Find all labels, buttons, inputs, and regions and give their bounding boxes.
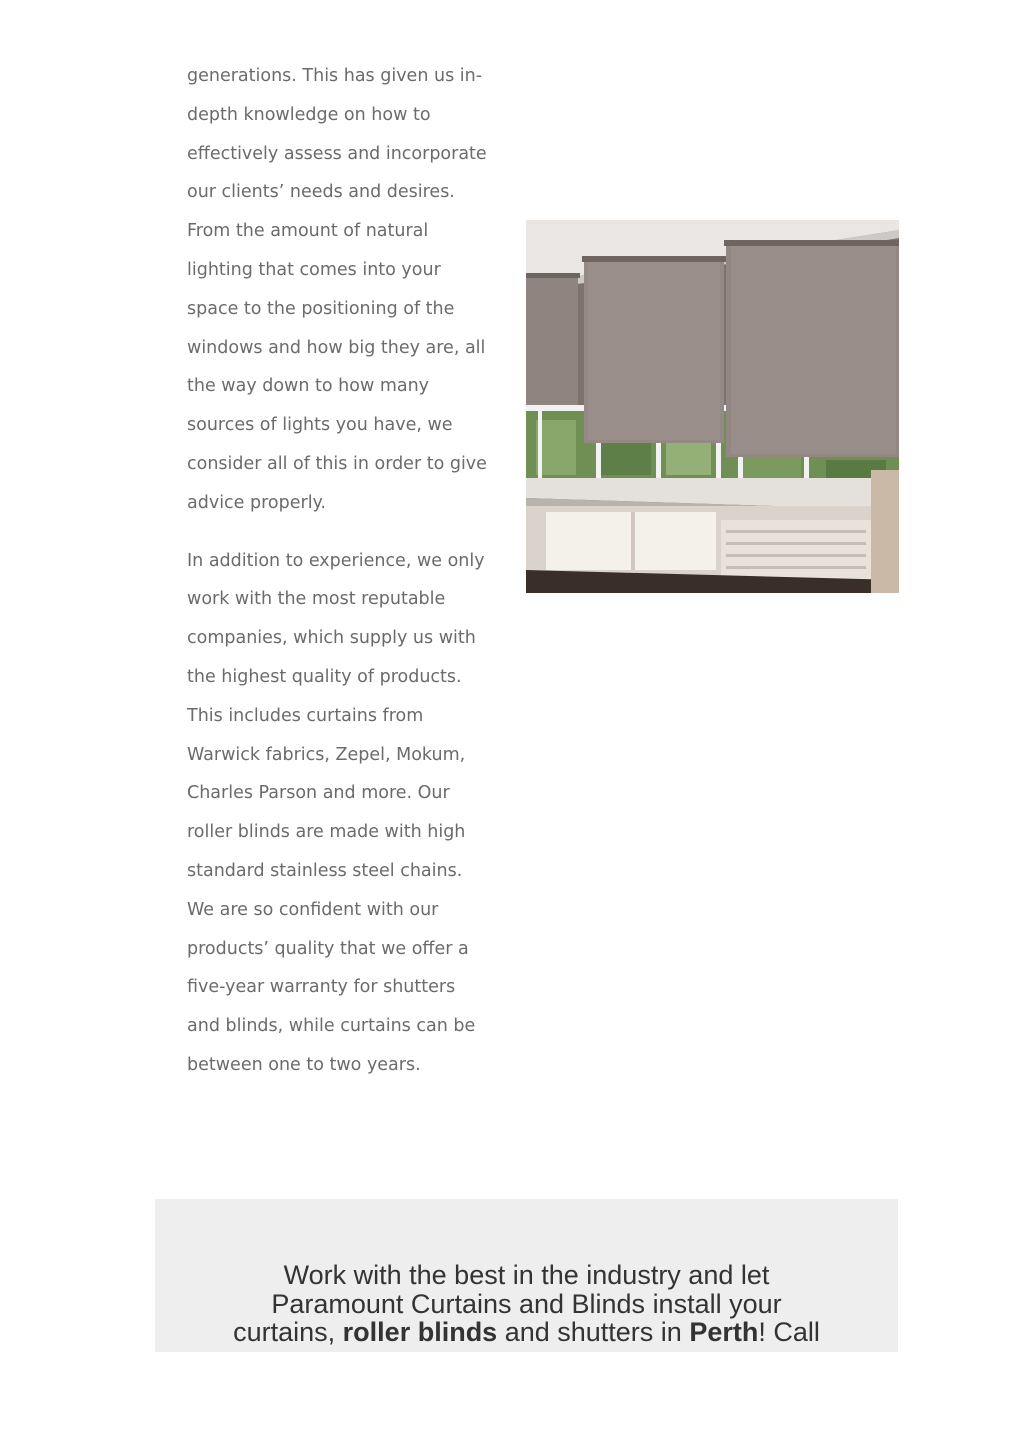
paragraph-line: windows and how big they are, all — [187, 337, 486, 358]
paragraph-line: This includes curtains from — [187, 705, 424, 726]
paragraph-line: space to the positioning of the — [187, 298, 455, 319]
cta-line-1: Work with the best in the industry and let — [283, 1260, 770, 1290]
article-body — [187, 57, 502, 1104]
paragraph-line: advice properly. — [187, 492, 326, 513]
paragraph-line: sources of lights you have, we — [187, 415, 453, 436]
cta-text-segment: curtains, — [233, 1317, 343, 1347]
paragraph-line: five-year warranty for shutters — [187, 977, 456, 998]
paragraph-line: standard stainless steel chains. — [187, 860, 463, 881]
paragraph-line: companies, which supply us with — [187, 628, 476, 649]
cta-heading — [155, 1261, 898, 1347]
paragraph-line: generations. This has given us in- — [187, 66, 483, 86]
paragraph-line: the highest quality of products. — [187, 666, 462, 687]
article-paragraph-2 — [187, 542, 502, 1085]
cta-text-segment: ! Call — [758, 1317, 820, 1347]
paragraph-line: We are so confident with our — [187, 899, 439, 920]
article-paragraph-1 — [187, 57, 502, 523]
cta-keyword-perth: Perth — [689, 1317, 759, 1347]
paragraph-line: In addition to experience, we only — [187, 550, 485, 571]
paragraph-line: Warwick fabrics, Zepel, Mokum, — [187, 744, 466, 765]
cta-line-3 — [155, 1318, 898, 1347]
paragraph-line: between one to two years. — [187, 1054, 421, 1075]
paragraph-line: products’ quality that we offer a — [187, 938, 469, 959]
paragraph-line: lighting that comes into your — [187, 259, 441, 280]
paragraph-line: the way down to how many — [187, 376, 430, 397]
paragraph-line: consider all of this in order to give — [187, 453, 487, 474]
paragraph-line: and blinds, while curtains can be — [187, 1016, 476, 1037]
paragraph-line: Charles Parson and more. Our — [187, 783, 450, 804]
paragraph-line: work with the most reputable — [187, 589, 446, 610]
paragraph-line: depth knowledge on how to — [187, 104, 431, 125]
call-to-action-banner — [155, 1199, 898, 1352]
paragraph-line: roller blinds are made with high — [187, 822, 466, 843]
paragraph-line: our clients’ needs and desires. — [187, 182, 455, 203]
paragraph-line: From the amount of natural — [187, 221, 429, 242]
paragraph-line: effectively assess and incorporate — [187, 143, 487, 164]
roller-blinds-illustration — [526, 220, 899, 593]
cta-line-2: Paramount Curtains and Blinds install your — [271, 1288, 782, 1319]
roller-blinds-photo — [526, 220, 899, 593]
cta-keyword-roller-blinds: roller blinds — [342, 1317, 498, 1347]
cta-text-segment: and shutters in — [497, 1317, 690, 1347]
